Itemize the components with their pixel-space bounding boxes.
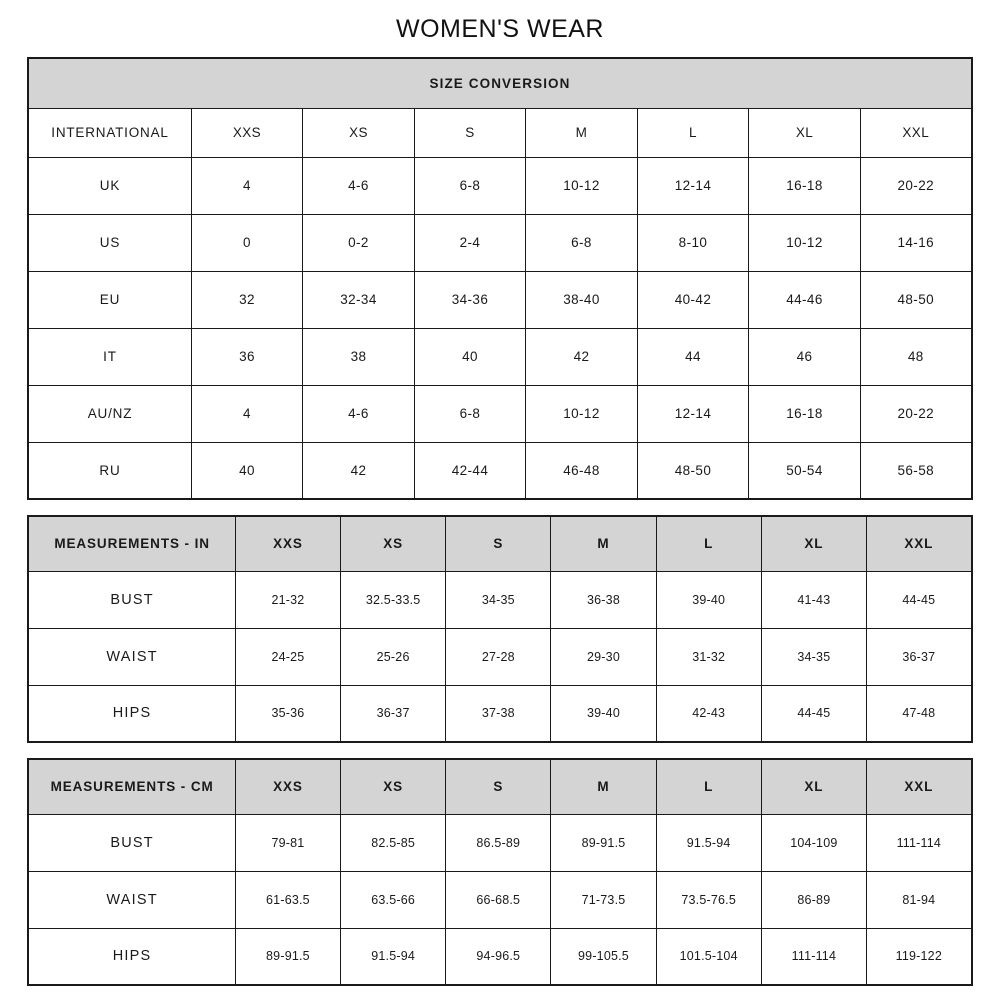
cell: 20-22 <box>860 157 972 214</box>
cell: 40-42 <box>637 271 749 328</box>
conversion-header-xxs: XXS <box>191 108 303 157</box>
conversion-header-m: M <box>526 108 638 157</box>
row-label: WAIST <box>28 871 235 928</box>
cell: 0-2 <box>303 214 415 271</box>
cell: 86.5-89 <box>446 814 551 871</box>
measurements-cm-header-s: S <box>446 759 551 814</box>
table-row <box>28 214 972 271</box>
cell: 44-46 <box>749 271 861 328</box>
cell: 63.5-66 <box>341 871 446 928</box>
cell: 16-18 <box>749 157 861 214</box>
cell: 36-37 <box>866 628 971 685</box>
conversion-header-l: L <box>637 108 749 157</box>
cell: 42-44 <box>414 442 526 499</box>
cell: 71-73.5 <box>551 871 656 928</box>
cell: 38 <box>303 328 415 385</box>
cell: 42 <box>303 442 415 499</box>
measurements-cm-header-xxs: XXS <box>235 759 340 814</box>
table-row <box>28 328 972 385</box>
measurements-in-header-label: MEASUREMENTS - IN <box>28 516 235 571</box>
row-label: HIPS <box>28 928 235 985</box>
row-label: WAIST <box>28 628 235 685</box>
table-row <box>28 157 972 214</box>
cell: 0 <box>191 214 303 271</box>
cell: 6-8 <box>414 157 526 214</box>
cell: 32 <box>191 271 303 328</box>
cell: 8-10 <box>637 214 749 271</box>
measurements-in-header-xxs: XXS <box>235 516 340 571</box>
cell: 91.5-94 <box>656 814 761 871</box>
cell: 39-40 <box>551 685 656 742</box>
cell: 6-8 <box>526 214 638 271</box>
cell: 29-30 <box>551 628 656 685</box>
cell: 81-94 <box>866 871 971 928</box>
cell: 40 <box>414 328 526 385</box>
cell: 39-40 <box>656 571 761 628</box>
measurements-cm-header-xxl: XXL <box>866 759 971 814</box>
table-row <box>28 685 971 742</box>
measurements-cm-header-m: M <box>551 759 656 814</box>
cell: 20-22 <box>860 385 972 442</box>
row-label: EU <box>28 271 191 328</box>
measurements-cm-header-xl: XL <box>761 759 866 814</box>
cell: 36 <box>191 328 303 385</box>
cell: 12-14 <box>637 385 749 442</box>
measurements-in-header-xxl: XXL <box>866 516 971 571</box>
cell: 79-81 <box>235 814 340 871</box>
cell: 27-28 <box>446 628 551 685</box>
cell: 44 <box>637 328 749 385</box>
table-row <box>28 571 971 628</box>
cell: 111-114 <box>866 814 971 871</box>
row-label: AU/NZ <box>28 385 191 442</box>
cell: 82.5-85 <box>341 814 446 871</box>
row-label: BUST <box>28 814 235 871</box>
cell: 4 <box>191 385 303 442</box>
cell: 10-12 <box>526 385 638 442</box>
cell: 44-45 <box>866 571 971 628</box>
table-row <box>28 871 971 928</box>
conversion-header-international: INTERNATIONAL <box>28 108 191 157</box>
cell: 94-96.5 <box>446 928 551 985</box>
cell: 6-8 <box>414 385 526 442</box>
measurements-in-header-xl: XL <box>761 516 866 571</box>
cell: 104-109 <box>761 814 866 871</box>
measurements-cm-header-xs: XS <box>341 759 446 814</box>
cell: 34-35 <box>446 571 551 628</box>
table-row <box>28 271 972 328</box>
measurements-in-header-m: M <box>551 516 656 571</box>
cell: 47-48 <box>866 685 971 742</box>
cell: 89-91.5 <box>235 928 340 985</box>
cell: 61-63.5 <box>235 871 340 928</box>
row-label: IT <box>28 328 191 385</box>
table-row <box>28 442 972 499</box>
size-conversion-table <box>27 57 973 500</box>
cell: 89-91.5 <box>551 814 656 871</box>
cell: 34-36 <box>414 271 526 328</box>
measurements-cm-header-l: L <box>656 759 761 814</box>
conversion-header-xxl: XXL <box>860 108 972 157</box>
cell: 48-50 <box>637 442 749 499</box>
cell: 34-35 <box>761 628 866 685</box>
cell: 99-105.5 <box>551 928 656 985</box>
cell: 56-58 <box>860 442 972 499</box>
cell: 12-14 <box>637 157 749 214</box>
table-row <box>28 385 972 442</box>
cell: 42-43 <box>656 685 761 742</box>
measurements-cm-table <box>27 758 972 986</box>
page-title: WOMEN'S WEAR <box>396 15 604 43</box>
cell: 10-12 <box>749 214 861 271</box>
cell: 32.5-33.5 <box>341 571 446 628</box>
cell: 4 <box>191 157 303 214</box>
cell: 101.5-104 <box>656 928 761 985</box>
measurements-in-header-l: L <box>656 516 761 571</box>
size-conversion-banner: SIZE CONVERSION <box>28 58 972 108</box>
row-label: RU <box>28 442 191 499</box>
cell: 46-48 <box>526 442 638 499</box>
cell: 35-36 <box>235 685 340 742</box>
row-label: HIPS <box>28 685 235 742</box>
cell: 37-38 <box>446 685 551 742</box>
cell: 16-18 <box>749 385 861 442</box>
cell: 73.5-76.5 <box>656 871 761 928</box>
cell: 48-50 <box>860 271 972 328</box>
measurements-in-header-xs: XS <box>341 516 446 571</box>
table-row <box>28 928 971 985</box>
cell: 4-6 <box>303 385 415 442</box>
cell: 2-4 <box>414 214 526 271</box>
cell: 24-25 <box>235 628 340 685</box>
conversion-header-xs: XS <box>303 108 415 157</box>
row-label: US <box>28 214 191 271</box>
cell: 42 <box>526 328 638 385</box>
cell: 41-43 <box>761 571 866 628</box>
cell: 40 <box>191 442 303 499</box>
cell: 14-16 <box>860 214 972 271</box>
cell: 21-32 <box>235 571 340 628</box>
cell: 4-6 <box>303 157 415 214</box>
cell: 32-34 <box>303 271 415 328</box>
measurements-cm-header-label: MEASUREMENTS - CM <box>28 759 235 814</box>
cell: 91.5-94 <box>341 928 446 985</box>
cell: 36-37 <box>341 685 446 742</box>
cell: 10-12 <box>526 157 638 214</box>
conversion-header-xl: XL <box>749 108 861 157</box>
measurements-inches-table <box>27 515 972 743</box>
cell: 46 <box>749 328 861 385</box>
table-row <box>28 814 971 871</box>
cell: 111-114 <box>761 928 866 985</box>
cell: 36-38 <box>551 571 656 628</box>
table-row <box>28 628 971 685</box>
cell: 86-89 <box>761 871 866 928</box>
cell: 48 <box>860 328 972 385</box>
conversion-header-s: S <box>414 108 526 157</box>
measurements-in-header-s: S <box>446 516 551 571</box>
cell: 31-32 <box>656 628 761 685</box>
cell: 25-26 <box>341 628 446 685</box>
cell: 38-40 <box>526 271 638 328</box>
cell: 119-122 <box>866 928 971 985</box>
row-label: UK <box>28 157 191 214</box>
cell: 50-54 <box>749 442 861 499</box>
cell: 44-45 <box>761 685 866 742</box>
row-label: BUST <box>28 571 235 628</box>
cell: 66-68.5 <box>446 871 551 928</box>
